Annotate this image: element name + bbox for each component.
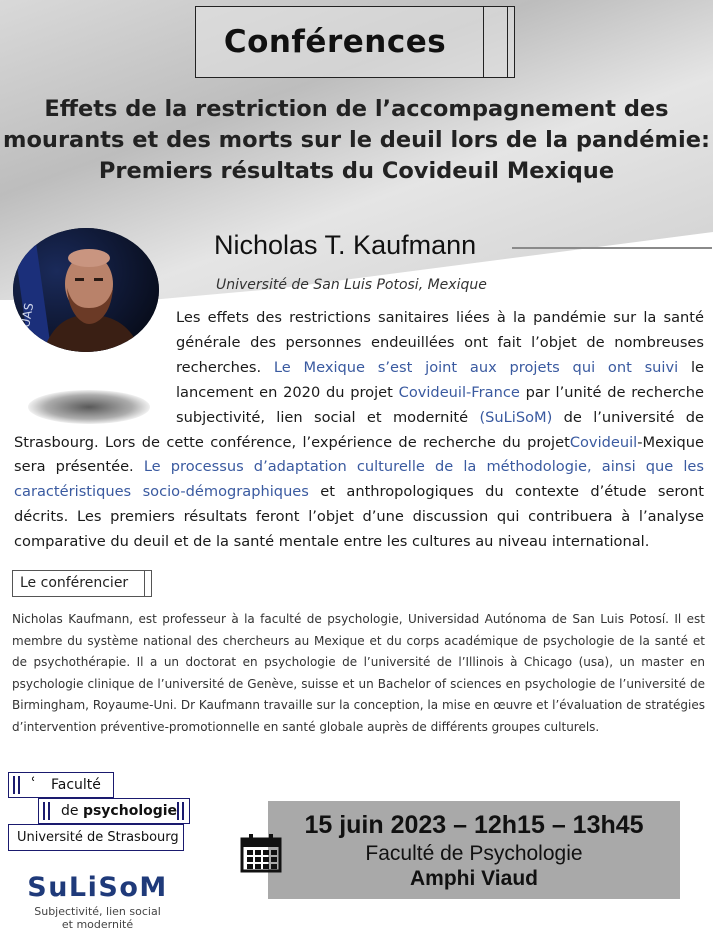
abstract-sentence: le lancement en 2020 du projet [176, 358, 705, 401]
abstract-sentence: par l’unité de recherche subjectivité, lien social et modernité [176, 383, 705, 426]
sulisom-brand: SuLiSoM [27, 872, 168, 903]
talk-title-line: mourants et des morts sur le deuil lors de la pandémie: [3, 127, 710, 153]
sulisom-tagline [25, 905, 170, 931]
event-info-box [268, 801, 680, 899]
talk-title-line: Effets de la restriction de l’accompagnement des [44, 96, 669, 122]
abstract-project-link: Covideuil-France [398, 383, 520, 401]
speaker-name: Nicholas T. Kaufmann [214, 230, 477, 260]
abstract-acronym: (SuLiSoM) [479, 408, 553, 426]
sulisom-tagline-1: Subjectivité, lien social [34, 905, 161, 918]
speaker-bio: Nicholas Kaufmann, est professeur à la faculté de psychologie, Universidad Autónoma de San Luis Potosí. Il est membre du système national des chercheurs au Mexique et du corps académique de psychologie de la santé et de psychothérapie. Il a un doctorat en psychologie de l’université de l’Illinois à Chicago (usa), un master en psychologie clinique de l’université de Genève, suisse et un Bachelor of sciences en psychologie de l’université de Birmingham, Royaume-Uni. Dr Kaufmann travaille sur la conception, la mise en œuvre et l’évaluation de stratégies d’intervention préventive-promotionnelle en santé globale auprès de différents groupes culturels. [12, 612, 705, 734]
event-room: Amphi Viaud [410, 867, 538, 890]
faculty-logo-line1: Faculté [51, 777, 101, 793]
event-place: Faculté de Psychologie [365, 842, 583, 865]
faculty-logo-line2 [61, 803, 177, 819]
abstract-sentence: Le processus d’adaptation culturelle de la méthodologie, ainsi que les caractéristiques [14, 458, 704, 501]
talk-title [0, 94, 713, 187]
abstract-sentence: Les effets des restrictions sanitaires liées à la pandémie sur la santé générale des personnes endeuillées ont fait l’objet de nombreuses recherches. [176, 309, 704, 376]
speaker-affiliation: Université de San Luis Potosi, Mexique [216, 277, 487, 293]
talk-title-line: Premiers résultats du Covideuil Mexique [98, 158, 615, 184]
sulisom-logo [25, 872, 170, 931]
faculty-logo-line3: Université de Strasbourg [17, 830, 179, 845]
abstract-sentence: Le Mexique s’est joint aux projets qui ont suivi [273, 358, 679, 376]
abstract-sentence: -Mexique sera présentée. [14, 433, 704, 476]
abstract-sentence: de l’université de Strasbourg. Lors de cette conférence, l’expérience de recherche du projet [14, 408, 705, 451]
logo-row-1 [8, 772, 114, 798]
faculty-logo [8, 772, 190, 854]
faculty-logo-line2-bold: psychologie [82, 803, 178, 819]
section-title-box [195, 6, 515, 78]
logo-row-2 [38, 798, 190, 824]
svg-text:UAS: UAS [18, 301, 37, 329]
speaker-section-label [12, 570, 152, 597]
speaker-portrait [13, 228, 159, 352]
abstract-project-link: Covideuil [569, 433, 638, 451]
name-divider [512, 247, 712, 249]
calendar-icon [240, 833, 282, 873]
title-box-divider [483, 7, 484, 77]
label-box-divider [144, 571, 145, 596]
faculty-logo-line2-prefix: de [61, 803, 83, 819]
logo-row-3 [8, 824, 184, 851]
faculty-logo-flame-icon: ʿ [31, 774, 36, 793]
abstract-term: socio-démographiques [142, 483, 309, 501]
sulisom-tagline-2: et modernité [61, 918, 134, 931]
section-title: Conférences [223, 24, 447, 60]
speaker-section-text: Le conférencier [20, 575, 129, 591]
event-datetime: 15 juin 2023 – 12h15 – 13h45 [304, 811, 644, 839]
title-box-divider [507, 7, 508, 77]
abstract-sentence: et anthropologiques du contexte d’étude seront décrits. Les premiers résultats feront l’objet d’une discussion qui contribuera à l’analyse comparative du deuil et de la santé mentale entre les cultures au niveau international. [14, 483, 705, 551]
